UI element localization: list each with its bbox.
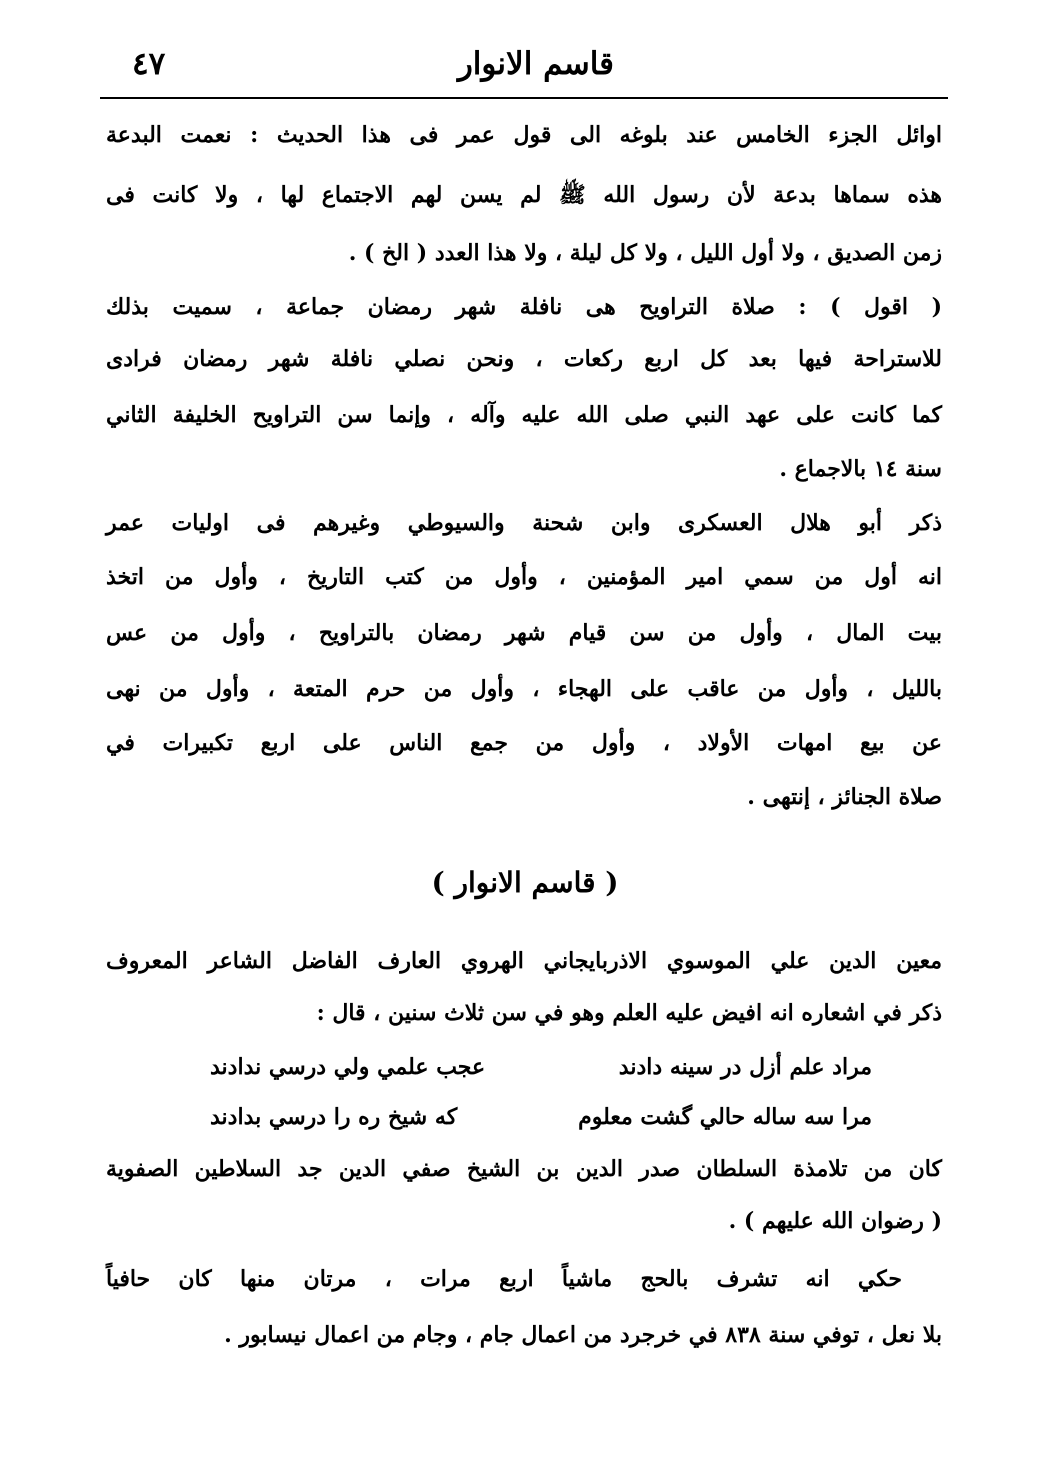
- verse-hemistich-right: مراد علم أزل در سينه دادند: [618, 1054, 872, 1080]
- paragraph-line: اوائل الجزء الخامس عند بلوغه الى قول عمر فى هذا الحديث : نعمت البدعة: [106, 122, 942, 148]
- header-rule: [100, 97, 948, 99]
- page-header: [120, 38, 944, 94]
- paragraph-line: عن بيع امهات الأولاد ، وأول من جمع الناس على اربع تكبيرات في: [106, 730, 942, 756]
- paragraph-line: بلا نعل ، توفي سنة ٨٣٨ في خرجرد من اعمال جام ، وجام من اعمال نيسابور .: [224, 1322, 942, 1348]
- paragraph-line: انه أول من سمي امير المؤمنين ، وأول من كتب التاريخ ، وأول من اتخذ: [106, 564, 942, 590]
- paragraph-line: حكي انه تشرف بالحج ماشياً اربع مرات ، مرتان منها كان حافياً: [106, 1266, 902, 1292]
- paragraph-line: ( رضوان الله عليهم ) .: [728, 1208, 942, 1234]
- paragraph-line: ذكر في اشعاره انه افيض عليه العلم وهو في سن ثلاث سنين ، قال :: [316, 1000, 942, 1026]
- paragraph-line: للاستراحة فيها بعد كل اربع ركعات ، ونحن نصلي نافلة شهر رمضان فرادى: [106, 346, 942, 372]
- paragraph-line: كان من تلامذة السلطان صدر الدين بن الشيخ صفي الدين جد السلاطين الصفوية: [106, 1156, 942, 1182]
- paragraph-line: زمن الصديق ، ولا أول الليل ، ولا كل ليلة ، ولا هذا العدد ( الخ ) .: [348, 240, 942, 266]
- paragraph-line: بالليل ، وأول من عاقب على الهجاء ، وأول من حرم المتعة ، وأول من نهى: [106, 676, 942, 702]
- verse-hemistich-right: مرا سه ساله حالي گشت معلوم: [578, 1104, 872, 1130]
- verse-hemistich-left: كه شيخ ره را درسي بدادند: [210, 1104, 458, 1130]
- page-number: ٤٧: [132, 46, 166, 82]
- paragraph-line: معين الدين علي الموسوي الاذربايجاني الهروي العارف الفاضل الشاعر المعروف: [106, 948, 942, 974]
- paragraph-line: صلاة الجنائز ، إنتهى .: [747, 784, 942, 810]
- paragraph-line: هذه سماها بدعة لأن رسول الله ﷺ لم يسن لهم الاجتماع لها ، ولا كانت فى: [106, 182, 942, 208]
- section-title: ( قاسم الانوار ): [431, 866, 619, 899]
- paragraph-line: سنة ١٤ بالاجماع .: [779, 456, 942, 482]
- paragraph-line: ( اقول ) : صلاة التراويح هى نافلة شهر رمضان جماعة ، سميت بذلك: [106, 294, 942, 320]
- running-title: قاسم الانوار: [457, 46, 614, 82]
- verse-hemistich-left: عجب علمي ولي درسي ندادند: [210, 1054, 486, 1080]
- paragraph-line: بيت المال ، وأول من سن قيام شهر رمضان بالتراويح ، وأول من عس: [106, 620, 942, 646]
- paragraph-line: كما كانت على عهد النبي صلى الله عليه وآله ، وإنما سن التراويح الخليفة الثاني: [106, 402, 942, 428]
- paragraph-line: ذكر أبو هلال العسكرى وابن شحنة والسيوطي وغيرهم فى اوليات عمر: [106, 510, 942, 536]
